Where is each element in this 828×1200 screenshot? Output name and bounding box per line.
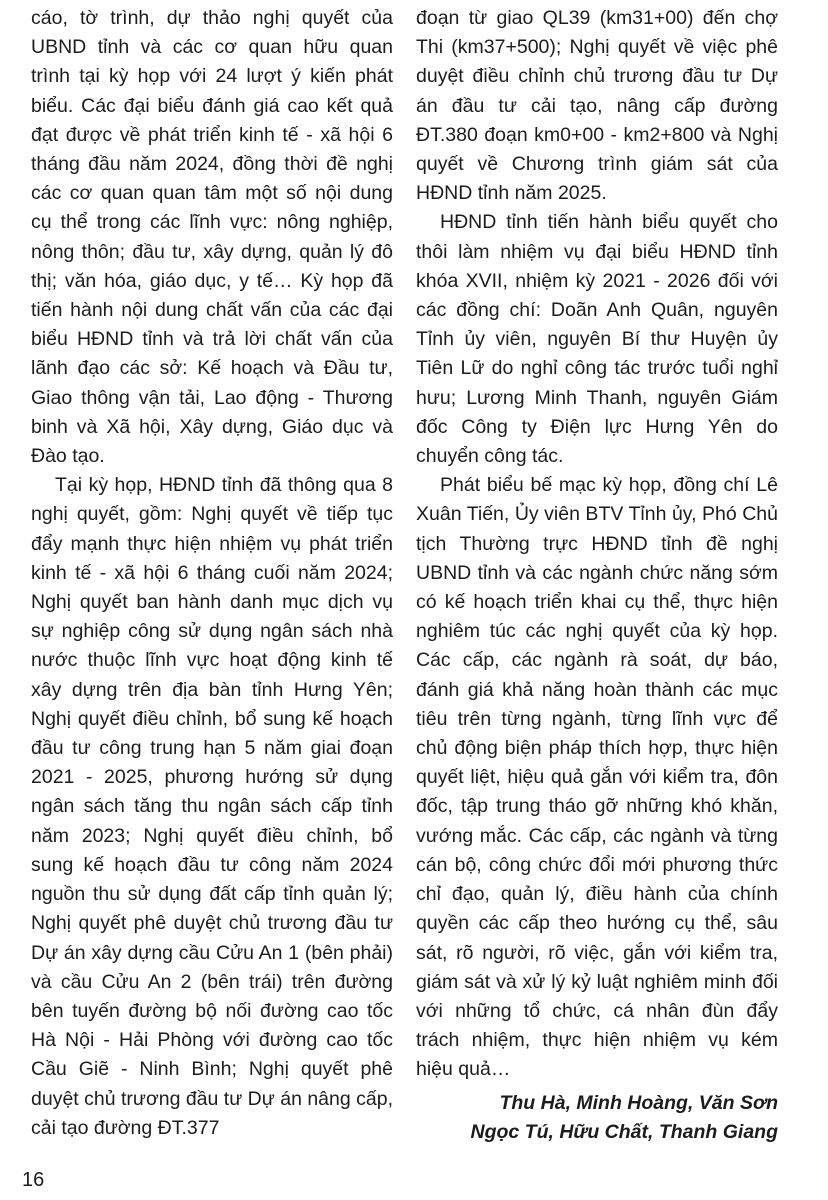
- page-number: 16: [22, 1169, 45, 1191]
- right-paragraph-1: đoạn từ giao QL39 (km31+00) đến chợ Thi (km37+500); Nghị quyết về việc phê duyệt điều chỉnh chủ trương đầu tư Dự án đầu tư cải tạo, nâng cấp đường ĐT.380 đoạn km0+00 - km2+800 và Nghị quyết về Chương trình giám sát của HĐND tỉnh năm 2025.: [416, 7, 778, 205]
- right-column: [416, 4, 778, 1147]
- right-paragraph-2: HĐND tỉnh tiến hành biểu quyết cho thôi làm nhiệm vụ đại biểu HĐND tỉnh khóa XVII, nhiệm kỳ 2021 - 2026 đối với các đồng chí: Doãn Anh Quân, nguyên Tỉnh ủy viên, nguyên Bí thư Huyện ủy Tiên Lữ do nghỉ công tác trước tuổi nghỉ hưu; Lương Minh Thanh, nguyên Giám đốc Công ty Điện lực Hưng Yên do chuyển công tác.: [416, 211, 778, 468]
- byline-line-1: Thu Hà, Minh Hoàng, Văn Sơn: [499, 1091, 778, 1114]
- left-paragraph-1: cáo, tờ trình, dự thảo nghị quyết của UBND tỉnh và các cơ quan hữu quan trình tại kỳ họp với 24 lượt ý kiến phát biểu. Các đại biểu đánh giá cao kết quả đạt được về phát triển kinh tế - xã hội 6 tháng đầu năm 2024, đồng thời đề nghị các cơ quan quan tâm một số nội dung cụ thể trong các lĩnh vực: nông nghiệp, nông thôn; đầu tư, xây dựng, quản lý đô thị; văn hóa, giáo dục, y tế… Kỳ họp đã tiến hành nội dung chất vấn của các đại biểu HĐND tỉnh và trả lời chất vấn của lãnh đạo các sở: Kế hoạch và Đầu tư, Giao thông vận tải, Lao động - Thương binh và Xã hội, Xây dựng, Giáo dục và Đào tạo.: [31, 7, 393, 468]
- right-paragraph-3: Phát biểu bế mạc kỳ họp, đồng chí Lê Xuân Tiến, Ủy viên BTV Tỉnh ủy, Phó Chủ tịch Thường trực HĐND tỉnh đề nghị UBND tỉnh và các ngành chức năng sớm có kế hoạch triển khai cụ thể, thực hiện nghiêm túc các nghị quyết của kỳ họp. Các cấp, các ngành rà soát, dự báo, đánh giá khả năng hoàn thành các mục tiêu trên từng ngành, từng lĩnh vực để chủ động biện pháp thích hợp, thực hiện quyết liệt, hiệu quả gắn với kiểm tra, đôn đốc, tập trung tháo gỡ những khó khăn, vướng mắc. Các cấp, các ngành và từng cán bộ, công chức đổi mới phương thức chỉ đạo, quản lý, điều hành của chính quyền các cấp theo hướng cụ thể, sâu sát, rõ người, rõ việc, gắn với kiểm tra, giám sát và xử lý kỷ luật nghiêm minh đối với những tổ chức, cá nhân đùn đẩy trách nhiệm, thực hiện nhiệm vụ kém hiệu quả…: [416, 474, 778, 1081]
- byline-line-2: Ngọc Tú, Hữu Chất, Thanh Giang: [470, 1120, 778, 1143]
- left-paragraph-2: Tại kỳ họp, HĐND tỉnh đã thông qua 8 nghị quyết, gồm: Nghị quyết về tiếp tục đẩy mạnh thực hiện nhiệm vụ phát triển kinh tế - xã hội 6 tháng cuối năm 2024; Nghị quyết ban hành danh mục dịch vụ sự nghiệp công sử dụng ngân sách nhà nước thuộc lĩnh vực hoạt động kinh tế xây dựng trên địa bàn tỉnh Hưng Yên; Nghị quyết điều chỉnh, bổ sung kế hoạch đầu tư công trung hạn 5 năm giai đoạn 2021 - 2025, phương hướng sử dụng ngân sách tăng thu ngân sách cấp tỉnh năm 2023; Nghị quyết điều chỉnh, bổ sung kế hoạch đầu tư công năm 2024 nguồn thu sử dụng đất cấp tỉnh quản lý; Nghị quyết phê duyệt chủ trương đầu tư Dự án xây dựng cầu Cửu An 1 (bên phải) và cầu Cửu An 2 (bên trái) trên đường bên tuyến đường bộ nối đường cao tốc Hà Nội - Hải Phòng với đường cao tốc Cầu Giẽ - Ninh Bình; Nghị quyết phê duyệt chủ trương đầu tư Dự án nâng cấp, cải tạo đường ĐT.377: [31, 474, 393, 1139]
- author-byline: [416, 1089, 778, 1147]
- left-column: [31, 4, 393, 1143]
